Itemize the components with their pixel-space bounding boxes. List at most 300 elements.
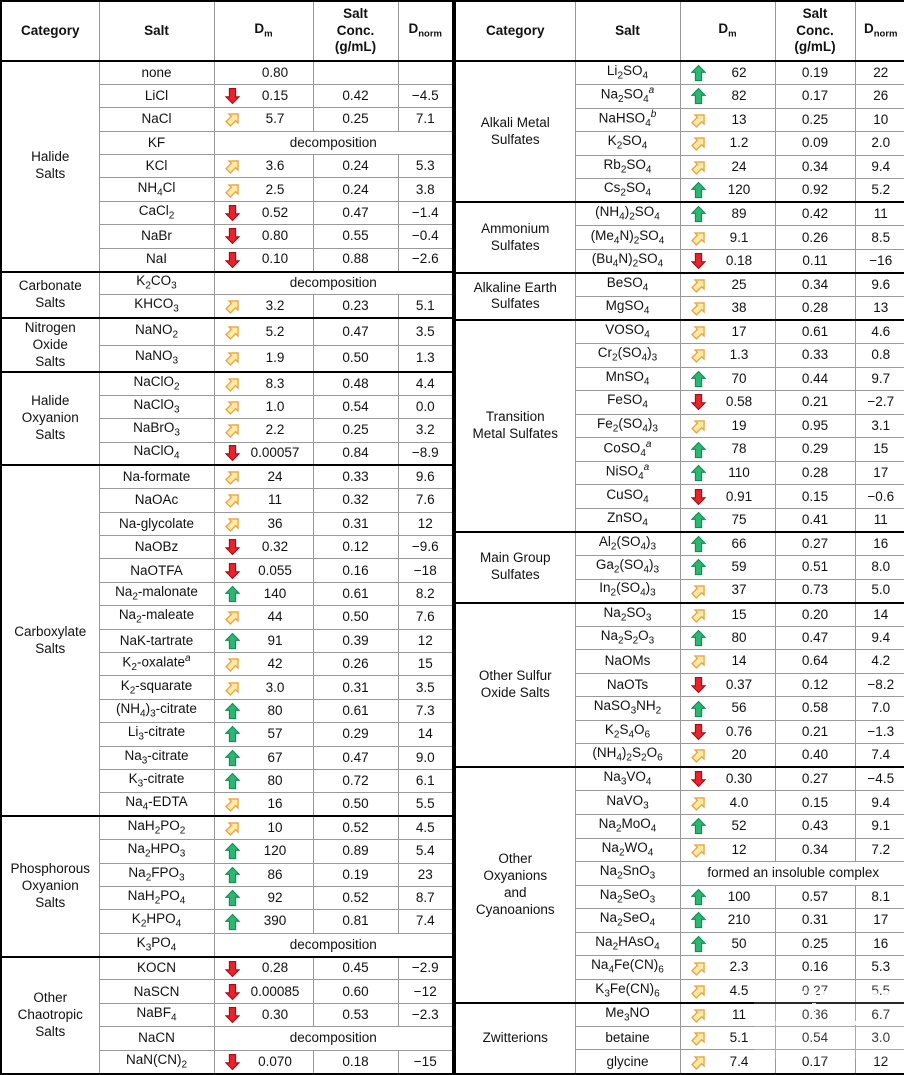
dm-value: 0.32	[261, 539, 289, 555]
yellow-diagonal-up-arrow-icon	[224, 157, 242, 175]
salt-cell: $Na_2$-maleate	[99, 606, 214, 629]
salt-conc-cell: 0.29	[313, 723, 398, 746]
dnorm-cell: 7.3	[398, 699, 453, 722]
green-up-arrow-icon	[691, 700, 706, 718]
dm-value: 0.58	[725, 394, 753, 410]
salt-cell: CaCl$_2$	[99, 201, 214, 224]
salt-conc-cell: 0.50	[313, 606, 398, 629]
dnorm-cell: 13	[855, 296, 904, 320]
yellow-diagonal-up-arrow-icon	[224, 655, 242, 673]
salt-cell: $Al_2(SO_4)_3$	[575, 532, 680, 556]
salt-conc-cell: 0.64	[775, 650, 855, 674]
dm-cell	[680, 979, 775, 1003]
red-down-arrow-icon	[691, 676, 706, 694]
dm-cell	[214, 816, 313, 839]
salt-cell: $Rb_2SO_4$	[575, 155, 680, 179]
green-up-arrow-icon	[225, 749, 240, 767]
salt-conc-cell: 0.50	[313, 345, 398, 372]
note-cell: decomposition	[214, 131, 453, 154]
salt-conc-cell: 0.92	[775, 179, 855, 203]
salt-cell: $K_3$-citrate	[99, 769, 214, 792]
dm-cell	[214, 1050, 313, 1074]
dnorm-cell: 16	[855, 532, 904, 556]
dm-cell	[214, 1003, 313, 1026]
salt-conc-cell: 0.29	[775, 438, 855, 462]
salt-cell: Na-formate	[99, 465, 214, 488]
salt-conc-cell: 0.95	[775, 414, 855, 438]
red-down-arrow-icon	[691, 488, 706, 506]
dm-cell	[680, 108, 775, 132]
dm-cell	[680, 744, 775, 768]
dnorm-cell: 7.0	[855, 697, 904, 721]
green-up-arrow-icon	[691, 370, 706, 388]
salt-cell: $Fe_2(SO_4)_3$	[575, 414, 680, 438]
salt-conc-cell: 0.15	[775, 791, 855, 815]
dm-value: 1.9	[265, 350, 285, 366]
dm-cell	[214, 699, 313, 722]
salt-conc-cell: 0.54	[313, 395, 398, 418]
dm-value: 24	[267, 469, 283, 485]
yellow-diagonal-up-arrow-icon	[690, 982, 708, 1000]
dm-value: 70	[731, 370, 747, 386]
yellow-diagonal-up-arrow-icon	[690, 582, 708, 600]
salt-conc-cell: 0.61	[313, 699, 398, 722]
salt-cell: NaOTFA	[99, 559, 214, 582]
salt-conc-cell: 0.25	[775, 108, 855, 132]
dnorm-cell: −15	[398, 1050, 453, 1074]
category-cell: Phosphorous Oxyanion Salts	[1, 816, 99, 956]
green-up-arrow-icon	[691, 817, 706, 835]
salt-cell: $K_2SO_4$	[575, 132, 680, 156]
column-header-dm: $D_m$	[680, 1, 775, 61]
salt-cell: FeSO$_4$	[575, 391, 680, 415]
table-row	[455, 603, 904, 627]
salt-conc-cell: 0.26	[313, 653, 398, 676]
dm-value: 50	[731, 935, 747, 951]
dm-cell	[214, 225, 313, 248]
salt-conc-cell: 0.47	[313, 746, 398, 769]
dnorm-cell: 8.5	[855, 226, 904, 250]
dnorm-cell: 12	[398, 629, 453, 652]
salt-conc-cell: 0.23	[313, 295, 398, 318]
salt-conc-cell: 0.84	[313, 442, 398, 465]
dnorm-cell: 17	[855, 461, 904, 485]
salt-conc-cell: 0.57	[775, 885, 855, 909]
salt-conc-cell: 0.72	[313, 769, 398, 792]
salt-conc-cell: 0.25	[775, 932, 855, 956]
dnorm-cell: 0.0	[398, 395, 453, 418]
salt-conc-cell: 0.31	[313, 512, 398, 535]
dnorm-cell: −2.6	[398, 248, 453, 271]
salt-cell: $Na_2S_2O_3$	[575, 626, 680, 650]
dm-cell	[680, 367, 775, 391]
yellow-diagonal-up-arrow-icon	[690, 229, 708, 247]
dm-cell	[214, 606, 313, 629]
salt-cell: CuSO$_4$	[575, 485, 680, 509]
yellow-diagonal-up-arrow-icon	[690, 134, 708, 152]
dnorm-cell: 9.4	[855, 155, 904, 179]
yellow-diagonal-up-arrow-icon	[224, 679, 242, 697]
salt-cell: $KHCO_3$	[99, 295, 214, 318]
red-down-arrow-icon	[225, 1053, 240, 1071]
green-up-arrow-icon	[225, 725, 240, 743]
red-down-arrow-icon	[691, 393, 706, 411]
salt-conc-cell: 0.40	[775, 744, 855, 768]
dnorm-cell: −1.3	[855, 720, 904, 744]
salt-conc-cell: 0.19	[775, 61, 855, 85]
dm-cell	[214, 248, 313, 271]
dnorm-cell: 7.6	[398, 606, 453, 629]
dm-value: 15	[731, 606, 747, 622]
salt-cell: $Na_2WO_4$	[575, 838, 680, 862]
dm-cell	[680, 909, 775, 933]
salt-conc-cell: 0.27	[775, 767, 855, 791]
salt-conc-cell: 0.24	[313, 155, 398, 178]
yellow-diagonal-up-arrow-icon	[224, 515, 242, 533]
green-up-arrow-icon	[691, 935, 706, 953]
table-row	[1, 372, 453, 395]
dm-value: 0.15	[261, 88, 289, 103]
dm-cell	[680, 461, 775, 485]
salt-conc-cell: 0.39	[313, 629, 398, 652]
yellow-diagonal-up-arrow-icon	[224, 110, 242, 128]
note-cell: formed an insoluble complex	[680, 862, 904, 886]
dm-cell	[214, 582, 313, 605]
dnorm-cell: 3.5	[398, 676, 453, 699]
salt-cell: $Na_2SnO_3$	[575, 862, 680, 886]
dm-cell	[680, 273, 775, 297]
dm-cell	[680, 603, 775, 627]
dm-value: 42	[267, 656, 283, 672]
dm-cell	[214, 395, 313, 418]
dnorm-cell: 7.4	[398, 910, 453, 933]
dm-cell	[680, 815, 775, 839]
dm-cell	[680, 791, 775, 815]
salt-conc-cell: 0.31	[775, 909, 855, 933]
dnorm-cell: 5.5	[398, 793, 453, 816]
dnorm-cell: 8.1	[855, 885, 904, 909]
dnorm-cell: 9.4	[855, 626, 904, 650]
salt-cell: NaBr	[99, 225, 214, 248]
dm-cell	[214, 769, 313, 792]
dnorm-cell: 3.1	[855, 414, 904, 438]
dm-cell	[680, 320, 775, 344]
yellow-diagonal-up-arrow-icon	[690, 323, 708, 341]
salt-cell: $Na_2SO_3$	[575, 603, 680, 627]
salt-conc-cell: 0.21	[775, 391, 855, 415]
salt-cell: NaVO$_3$	[575, 791, 680, 815]
dnorm-cell: 3.2	[398, 419, 453, 442]
dm-cell	[680, 885, 775, 909]
green-up-arrow-icon	[225, 702, 240, 720]
category-cell: Ammonium Sulfates	[455, 202, 575, 273]
dnorm-cell: −12	[398, 980, 453, 1003]
salt-conc-cell: 0.51	[775, 555, 855, 579]
salt-cell: $K_3PO_4$	[99, 933, 214, 956]
yellow-diagonal-up-arrow-icon	[224, 398, 242, 416]
salt-cell: KCl	[99, 155, 214, 178]
dm-cell	[680, 767, 775, 791]
salt-conc-cell: 0.50	[313, 793, 398, 816]
salt-conc-cell: 0.16	[313, 559, 398, 582]
dm-value: 120	[263, 843, 287, 859]
green-up-arrow-icon	[225, 772, 240, 790]
dnorm-cell: 12	[398, 512, 453, 535]
column-header-salt: Salt	[575, 1, 680, 61]
salt-cell: $(Bu_4N)_2SO_4$	[575, 249, 680, 273]
dm-cell	[680, 391, 775, 415]
dm-value: 0.80	[261, 228, 289, 244]
salt-conc-cell: 0.47	[313, 201, 398, 224]
dm-cell	[214, 512, 313, 535]
dm-value: 78	[731, 441, 747, 457]
yellow-diagonal-up-arrow-icon	[690, 959, 708, 977]
dm-value: 0.28	[261, 960, 289, 976]
yellow-diagonal-up-arrow-icon	[690, 746, 708, 764]
dnorm-cell: −8.9	[398, 442, 453, 465]
salt-cell: $K_2S_4O_6$	[575, 720, 680, 744]
dm-cell	[680, 85, 775, 109]
dm-value: 0.18	[725, 252, 753, 268]
dnorm-cell: 9.0	[398, 746, 453, 769]
salt-cell: MgSO$_4$	[575, 296, 680, 320]
dm-cell	[680, 1026, 775, 1050]
dm-value: 2.5	[265, 181, 285, 197]
dnorm-cell: 5.0	[855, 579, 904, 603]
dm-value: 57	[267, 726, 283, 742]
salt-conc-cell: 0.15	[775, 485, 855, 509]
dm-cell	[214, 840, 313, 863]
dm-cell	[214, 676, 313, 699]
salt-conc-cell: 0.44	[775, 367, 855, 391]
table-row	[455, 61, 904, 85]
table-row	[455, 767, 904, 791]
dm-value: 0.30	[261, 1006, 289, 1022]
dnorm-cell: 5.1	[398, 295, 453, 318]
dm-value: 1.3	[729, 347, 749, 363]
salt-cell: NaNO$_3$	[99, 345, 214, 372]
salt-cell: $K_2HPO_4$	[99, 910, 214, 933]
dm-value: 89	[731, 206, 747, 222]
yellow-diagonal-up-arrow-icon	[224, 375, 242, 393]
salt-conc-cell: 0.58	[775, 697, 855, 721]
dnorm-cell: 23	[398, 863, 453, 886]
dm-value: 2.2	[265, 422, 285, 438]
dnorm-cell: −4.5	[855, 767, 904, 791]
dm-value: 9.1	[729, 229, 749, 245]
red-down-arrow-icon	[691, 770, 706, 788]
dm-cell	[214, 295, 313, 318]
category-cell: Other Chaotropic Salts	[1, 957, 99, 1074]
salt-cell: $Na_2SeO_4$	[575, 909, 680, 933]
salt-conc-cell: 0.11	[775, 249, 855, 273]
dm-cell	[214, 345, 313, 372]
salt-conc-cell: 0.33	[313, 465, 398, 488]
red-down-arrow-icon	[691, 723, 706, 741]
salt-cell: BeSO$_4$	[575, 273, 680, 297]
left-table-header	[1, 1, 453, 61]
dm-value: 56	[731, 700, 747, 716]
dnorm-cell: 16	[855, 932, 904, 956]
salt-conc-cell: 0.31	[313, 676, 398, 699]
salt-cell: $Na_2$-malonate	[99, 582, 214, 605]
green-up-arrow-icon	[691, 629, 706, 647]
salt-conc-cell: 0.61	[313, 582, 398, 605]
salt-conc-cell: 0.55	[313, 225, 398, 248]
salt-cell: NaCl	[99, 108, 214, 131]
dnorm-cell: 4.4	[398, 372, 453, 395]
salt-conc-cell: 0.32	[313, 489, 398, 512]
column-header-dnorm: $D_{norm}$	[398, 1, 453, 61]
dm-cell	[214, 559, 313, 582]
dm-cell	[680, 414, 775, 438]
dm-value: 8.3	[265, 375, 285, 391]
dm-cell	[214, 863, 313, 886]
yellow-diagonal-up-arrow-icon	[690, 1006, 708, 1024]
salt-cell: NaClO$_3$	[99, 395, 214, 418]
dnorm-cell: −8.2	[855, 673, 904, 697]
table-row	[1, 816, 453, 839]
salt-cell: $Ga_2(SO_4)_3$	[575, 555, 680, 579]
dnorm-cell: 7.4	[855, 744, 904, 768]
dm-value: 0.80	[261, 64, 289, 80]
dm-value: 0.00085	[250, 983, 300, 999]
dnorm-cell: 9.7	[855, 367, 904, 391]
green-up-arrow-icon	[225, 632, 240, 650]
red-down-arrow-icon	[691, 252, 706, 270]
dm-cell	[214, 746, 313, 769]
salt-cell: $NaH_2PO_4$	[99, 886, 214, 909]
salt-cell: $(Me_4N)_2SO_4$	[575, 226, 680, 250]
category-cell: Halide Salts	[1, 61, 99, 272]
column-header-salt-conc: Salt Conc. (g/mL)	[775, 1, 855, 61]
yellow-diagonal-up-arrow-icon	[224, 349, 242, 367]
salt-conc-cell	[313, 61, 398, 84]
dm-cell	[680, 438, 775, 462]
red-down-arrow-icon	[225, 444, 240, 462]
yellow-diagonal-up-arrow-icon	[690, 652, 708, 670]
column-header-salt: Salt	[99, 1, 214, 61]
salt-cell: NaOTs	[575, 673, 680, 697]
dm-cell	[680, 155, 775, 179]
salt-conc-cell: 0.16	[775, 956, 855, 980]
salt-conc-cell: 0.88	[313, 248, 398, 271]
dnorm-cell: 9.1	[855, 815, 904, 839]
salt-conc-cell: 0.54	[775, 1026, 855, 1050]
category-cell: Zwitterions	[455, 1003, 575, 1074]
dm-value: 0.91	[725, 488, 753, 504]
dnorm-cell: 5.5	[855, 979, 904, 1003]
table-row	[455, 202, 904, 226]
dm-value: 390	[263, 913, 287, 929]
dm-cell	[680, 1050, 775, 1074]
salt-conc-cell: 0.26	[775, 226, 855, 250]
dm-value: 52	[731, 818, 747, 834]
dnorm-cell: 7.1	[398, 108, 453, 131]
category-cell: Halide Oxyanion Salts	[1, 372, 99, 466]
dnorm-cell: 8.2	[398, 582, 453, 605]
dm-value: 80	[267, 702, 283, 718]
dm-value: 0.00057	[250, 445, 300, 461]
green-up-arrow-icon	[691, 558, 706, 576]
dnorm-cell: −1.4	[398, 201, 453, 224]
category-cell: Alkali Metal Sulfates	[455, 61, 575, 202]
dm-value: 7.4	[729, 1053, 749, 1069]
yellow-diagonal-up-arrow-icon	[690, 841, 708, 859]
dm-value: 0.30	[725, 771, 753, 787]
green-up-arrow-icon	[225, 585, 240, 603]
dm-value: 20	[731, 747, 747, 763]
dm-value: 25	[731, 276, 747, 292]
salt-cell: NiSO$_4^a$	[575, 461, 680, 485]
table-row	[455, 320, 904, 344]
dm-value: 37	[731, 582, 747, 598]
dm-value: 86	[267, 866, 283, 882]
dnorm-cell: 14	[398, 723, 453, 746]
table-row	[1, 465, 453, 488]
dnorm-cell: 11	[855, 508, 904, 532]
dm-value: 1.2	[729, 135, 749, 151]
note-cell: decomposition	[214, 272, 453, 295]
dnorm-cell: 9.6	[855, 273, 904, 297]
dm-value: 0.37	[725, 676, 753, 692]
table-row	[455, 1003, 904, 1027]
dm-value: 16	[267, 796, 283, 812]
salt-cell: KOCN	[99, 957, 214, 980]
table-row	[455, 273, 904, 297]
salt-cell: $NH_4Cl$	[99, 178, 214, 201]
dm-value: 3.6	[265, 158, 285, 174]
salt-cell: $Na_2MoO_4$	[575, 815, 680, 839]
dm-value: 120	[727, 182, 751, 198]
dm-value: 11	[267, 492, 282, 508]
dm-cell	[214, 442, 313, 465]
dm-value: 80	[731, 629, 747, 645]
dnorm-cell: 5.3	[398, 155, 453, 178]
salt-cell: betaine	[575, 1026, 680, 1050]
salt-cell: $Na_3$-citrate	[99, 746, 214, 769]
yellow-diagonal-up-arrow-icon	[224, 468, 242, 486]
salt-cell: $Li_2SO_4$	[575, 61, 680, 85]
dm-cell	[680, 61, 775, 85]
salt-cell: $Na_2SeO_3$	[575, 885, 680, 909]
salt-cell: Na-glycolate	[99, 512, 214, 535]
dm-value: 82	[731, 88, 747, 104]
dm-cell	[214, 723, 313, 746]
dnorm-cell: 12	[855, 1050, 904, 1074]
dm-cell	[214, 178, 313, 201]
dnorm-cell: −2.9	[398, 957, 453, 980]
salt-cell: NaClO$_2$	[99, 372, 214, 395]
dm-cell	[680, 720, 775, 744]
dm-cell	[214, 372, 313, 395]
red-down-arrow-icon	[225, 538, 240, 556]
green-up-arrow-icon	[691, 64, 706, 82]
dnorm-cell: −0.6	[855, 485, 904, 509]
salt-conc-cell: 0.73	[775, 579, 855, 603]
dm-cell	[680, 697, 775, 721]
dnorm-cell: 3.5	[398, 318, 453, 345]
salt-cell: $K_2$-squarate	[99, 676, 214, 699]
salt-conc-cell: 0.25	[313, 419, 398, 442]
dm-cell	[680, 579, 775, 603]
dm-cell	[214, 980, 313, 1003]
salt-conc-cell: 0.89	[313, 840, 398, 863]
salt-conc-cell: 0.21	[775, 720, 855, 744]
category-cell: Alkaline Earth Sulfates	[455, 273, 575, 320]
yellow-diagonal-up-arrow-icon	[690, 299, 708, 317]
dm-cell	[680, 956, 775, 980]
